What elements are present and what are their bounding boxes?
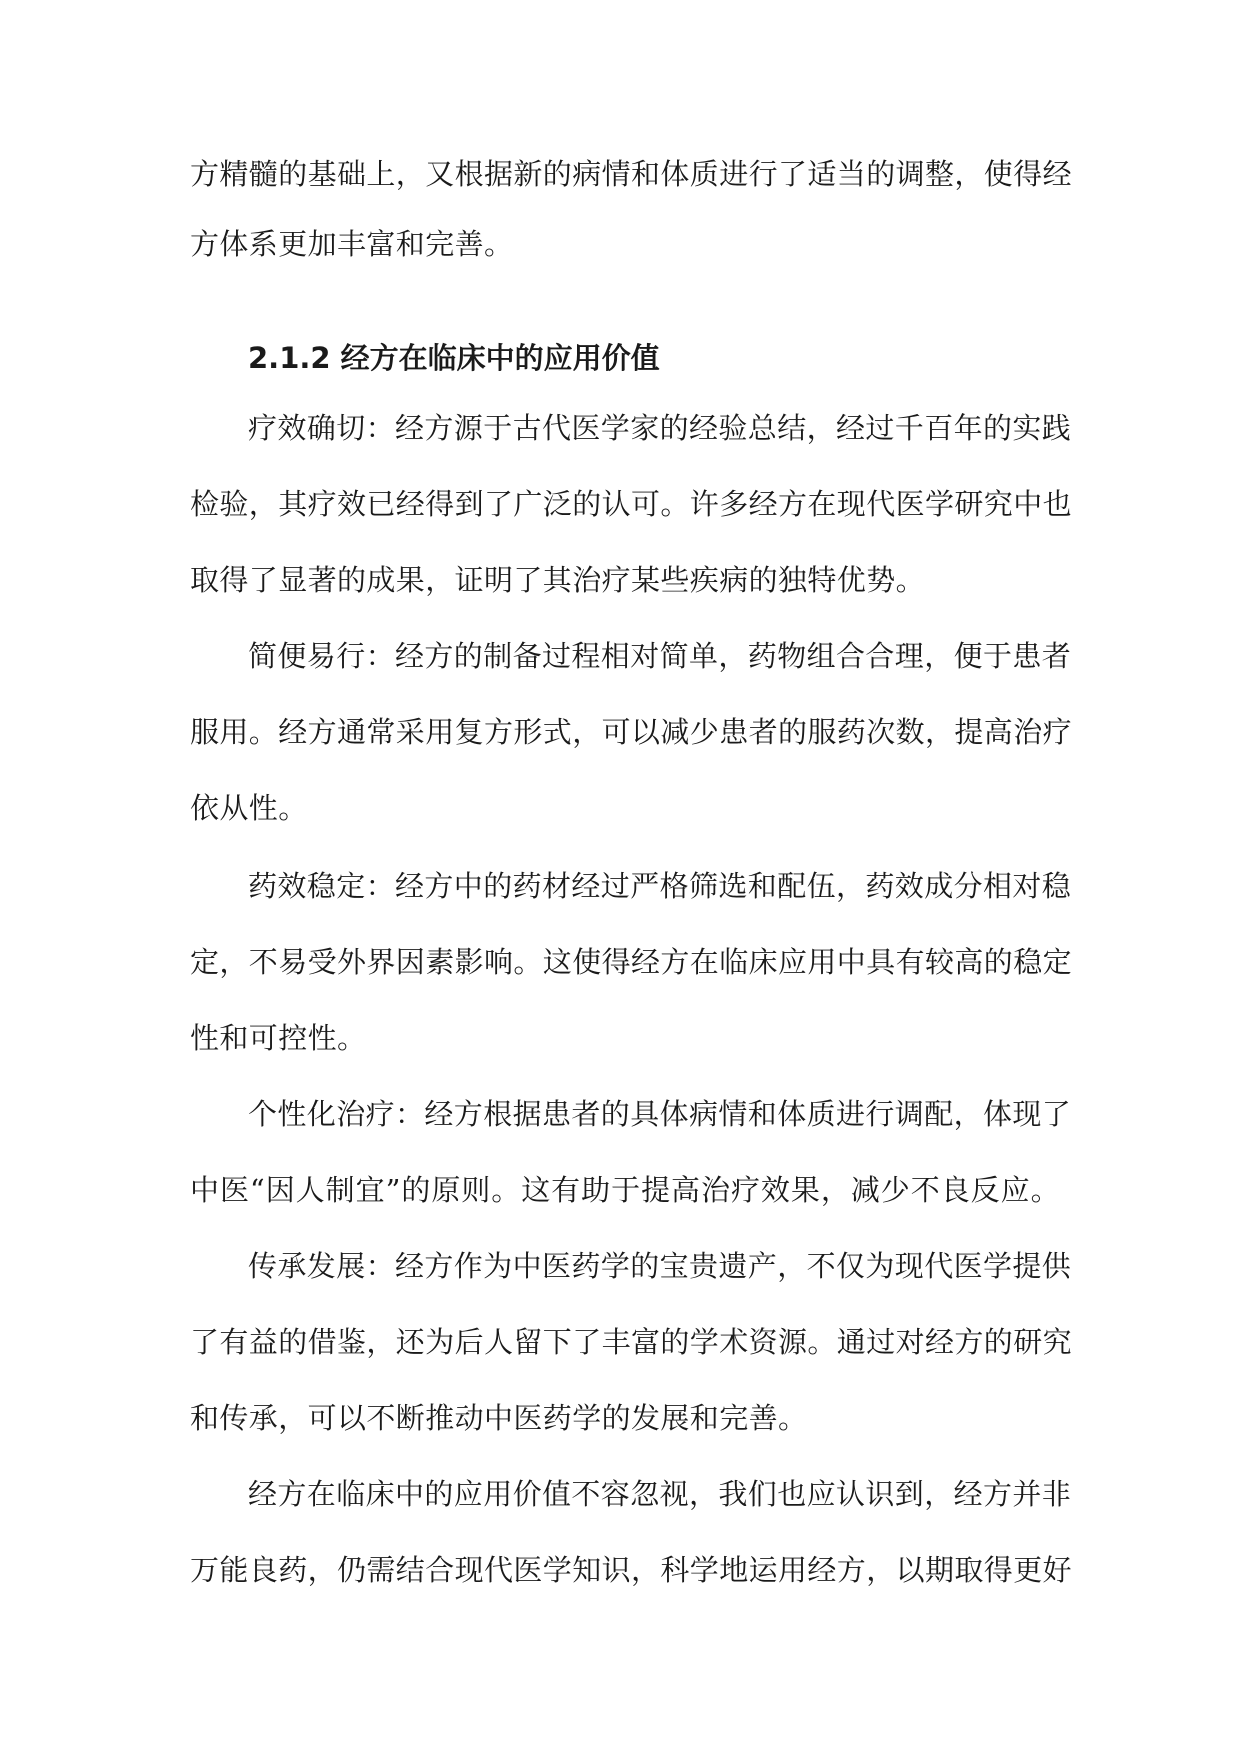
text-line: 方体系更加丰富和完善。 bbox=[190, 227, 514, 261]
paragraph-line: 和传承，可以不断推动中医药学的发展和完善。 bbox=[190, 1401, 808, 1435]
paragraph-line: 了有益的借鉴，还为后人留下了丰富的学术资源。通过对经方的研究 bbox=[190, 1325, 1073, 1359]
paragraph-line: 检验，其疗效已经得到了广泛的认可。许多经方在现代医学研究中也 bbox=[190, 487, 1073, 521]
paragraph-line: 传承发展：经方作为中医药学的宝贵遗产，不仅为现代医学提供 bbox=[248, 1249, 1072, 1283]
paragraph-line: 药效稳定：经方中的药材经过严格筛选和配伍，药效成分相对稳 bbox=[248, 869, 1072, 903]
paragraph-line: 中医“因人制宜”的原则。这有助于提高治疗效果，减少不良反应。 bbox=[190, 1173, 1060, 1207]
paragraph-line: 个性化治疗：经方根据患者的具体病情和体质进行调配，体现了 bbox=[248, 1097, 1072, 1131]
paragraph-line: 疗效确切：经方源于古代医学家的经验总结，经过千百年的实践 bbox=[248, 411, 1072, 445]
paragraph-line: 万能良药，仍需结合现代医学知识，科学地运用经方，以期取得更好 bbox=[190, 1553, 1073, 1587]
section-heading: 2.1.2 经方在临床中的应用价值 bbox=[248, 341, 660, 375]
paragraph-line: 性和可控性。 bbox=[190, 1021, 367, 1055]
text-line: 方精髓的基础上，又根据新的病情和体质进行了适当的调整，使得经 bbox=[190, 157, 1073, 191]
paragraph-line: 简便易行：经方的制备过程相对简单，药物组合合理，便于患者 bbox=[248, 639, 1072, 673]
paragraph-line: 定，不易受外界因素影响。这使得经方在临床应用中具有较高的稳定 bbox=[190, 945, 1073, 979]
paragraph-line: 服用。经方通常采用复方形式，可以减少患者的服药次数，提高治疗 bbox=[190, 715, 1073, 749]
paragraph-line: 取得了显著的成果，证明了其治疗某些疾病的独特优势。 bbox=[190, 563, 926, 597]
paragraph-line: 经方在临床中的应用价值不容忽视，我们也应认识到，经方并非 bbox=[248, 1477, 1072, 1511]
paragraph-line: 依从性。 bbox=[190, 791, 308, 825]
